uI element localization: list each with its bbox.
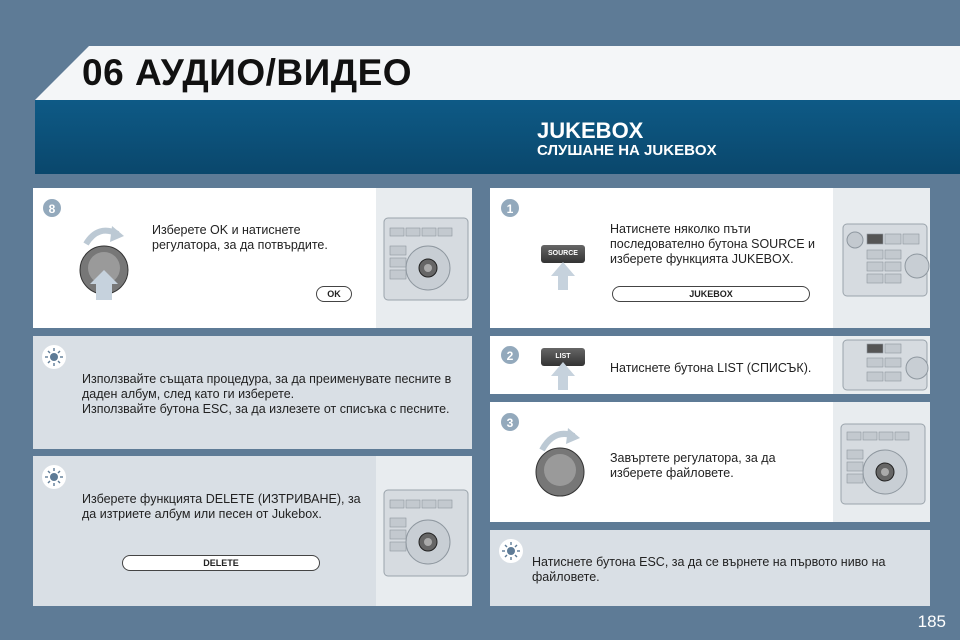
radio-panel-icon <box>833 402 930 522</box>
source-button[interactable]: SOURCE <box>541 245 585 263</box>
ok-pill[interactable]: OK <box>316 286 352 302</box>
tip-3-text: Натиснете бутона ESC, за да се върнете на първото ниво на файловете. <box>532 555 886 584</box>
knob-press-icon <box>78 224 130 305</box>
radio-panel-icon <box>376 456 472 606</box>
header-notch <box>35 46 89 100</box>
press-arrow-icon <box>551 362 575 395</box>
page-title <box>82 52 412 94</box>
step-1-image <box>833 188 930 328</box>
step-3-text: Завъртете регулатора, за да изберете файловете. <box>610 451 776 480</box>
press-arrow-icon <box>551 262 575 295</box>
section-banner <box>35 100 960 174</box>
tip-2-panel <box>33 456 376 606</box>
step-8-image <box>376 188 472 328</box>
step-8-text: Изберете OK и натиснете регулатора, за да потвърдите. <box>152 223 328 252</box>
radio-panel-icon <box>833 188 930 328</box>
tip-2-image <box>376 456 472 606</box>
step-3-image <box>833 402 930 522</box>
step-badge-8: 8 <box>42 198 62 218</box>
chapter-title: АУДИО/ВИДЕО <box>134 52 413 93</box>
chapter-number: 06 <box>82 52 125 93</box>
page-number: 185 <box>917 612 946 631</box>
step-badge-2: 2 <box>500 345 520 365</box>
tip-icon <box>499 539 523 563</box>
step-2-text: Натиснете бутона LIST (СПИСЪК). <box>610 361 812 375</box>
knob-turn-icon <box>534 424 586 505</box>
step-1-text: Натиснете няколко пъти последователно бутона SOURCE и изберете функцията JUKEBOX. <box>610 222 816 266</box>
tip-2-text: Изберете функцията DELETE (ИЗТРИВАНЕ), за да изтриете албум или песен от Jukebox. <box>82 492 361 521</box>
tip-icon <box>42 465 66 489</box>
section-subtitle: СЛУШАНЕ НА JUKEBOX <box>537 142 717 159</box>
tip-icon <box>42 345 66 369</box>
radio-panel-icon <box>833 336 930 394</box>
section-title: JUKEBOX <box>537 118 644 143</box>
jukebox-pill[interactable]: JUKEBOX <box>612 286 810 302</box>
list-button[interactable]: LIST <box>541 348 585 366</box>
step-badge-3: 3 <box>500 412 520 432</box>
tip-1-text: Използвайте същата процедура, за да преименувате песните в даден албум, след като ги изберете. Използвайте бутона ESC, за да излезете от списъка с песните. <box>82 372 452 416</box>
delete-pill[interactable]: DELETE <box>122 555 320 571</box>
step-badge-1: 1 <box>500 198 520 218</box>
radio-panel-icon <box>376 188 472 328</box>
step-2-image <box>833 336 930 394</box>
